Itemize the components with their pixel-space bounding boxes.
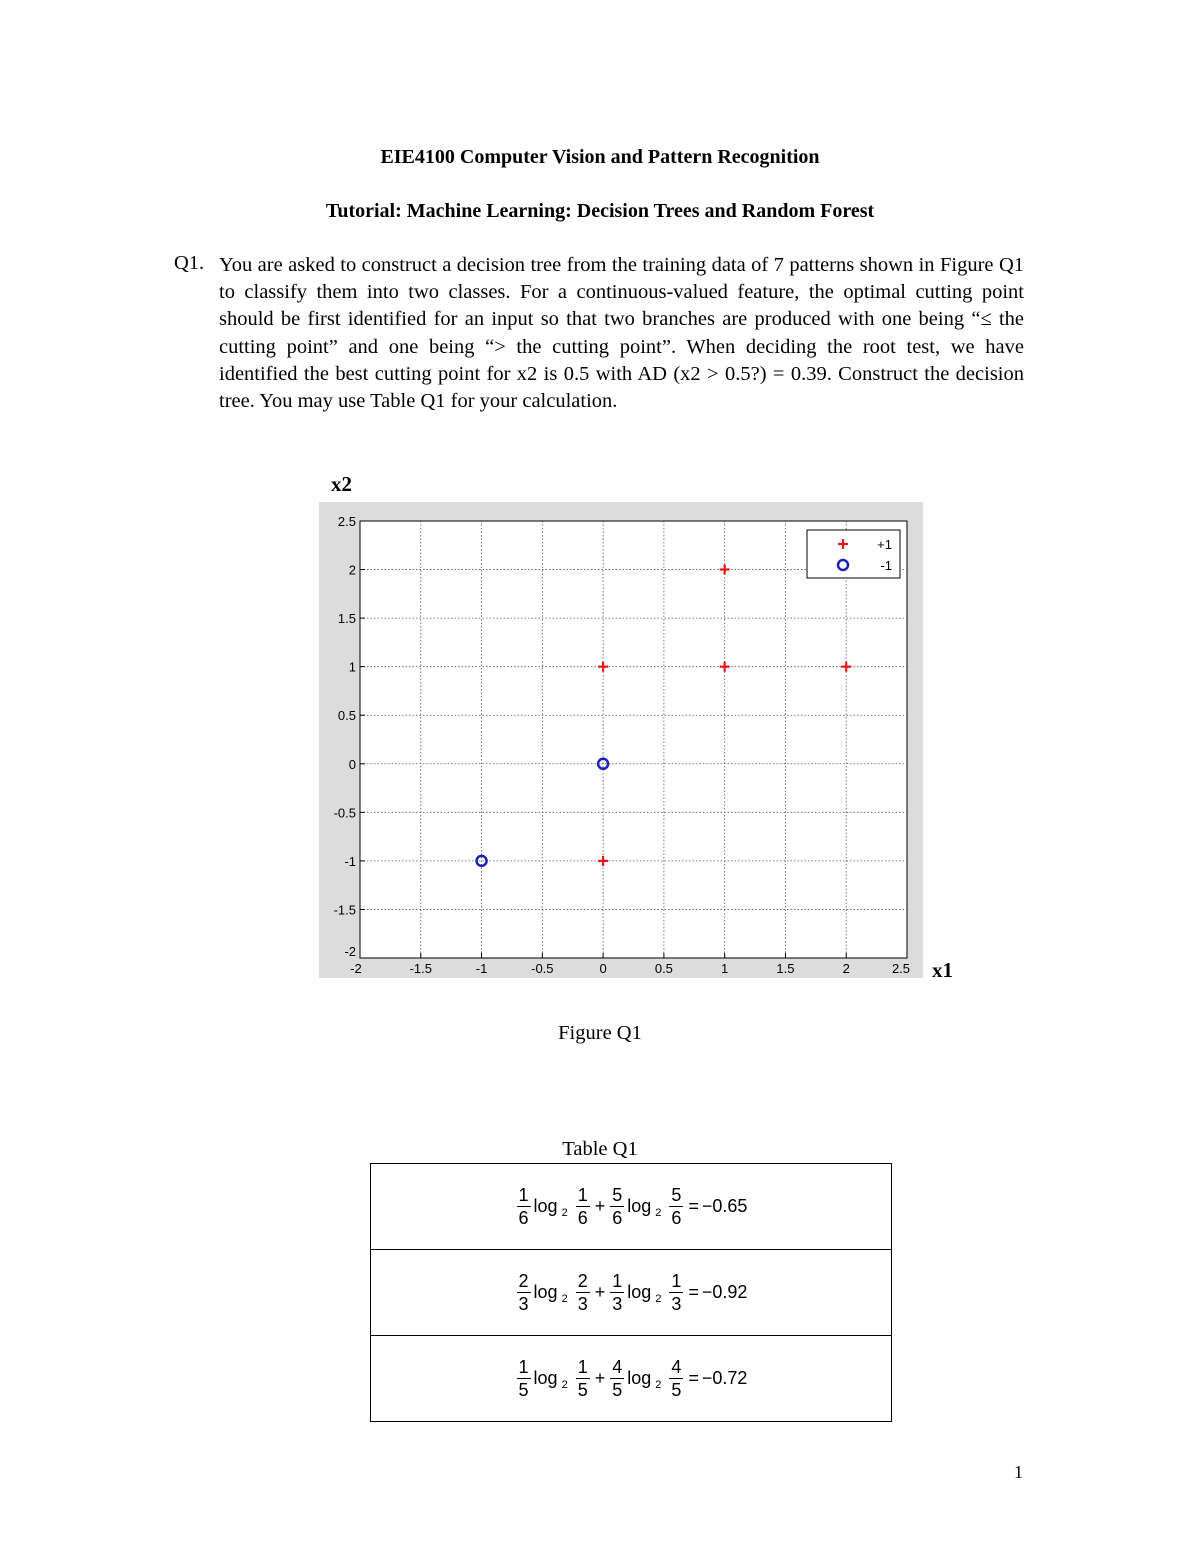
x-tick-label: 2.5 (891, 961, 911, 976)
table-cell (371, 1336, 892, 1422)
y-axis-name: x2 (331, 472, 352, 496)
log-label: log (533, 1196, 558, 1216)
fraction (517, 1356, 531, 1401)
y-tick-label: 1.5 (337, 611, 356, 627)
denominator: 3 (671, 1294, 682, 1314)
entropy-equation (515, 1184, 748, 1229)
log-label: log (533, 1282, 558, 1302)
denominator: 3 (612, 1294, 623, 1314)
log-base: 2 (655, 1378, 662, 1391)
legend (807, 530, 900, 578)
denominator: 6 (671, 1208, 682, 1228)
x-tick-label: 2 (842, 961, 850, 976)
y-tick-label: 1 (348, 659, 356, 675)
fraction (669, 1184, 683, 1229)
numerator: 1 (671, 1271, 682, 1291)
denominator: 5 (518, 1380, 529, 1400)
equals-sign: = (688, 1282, 699, 1302)
scatter-plot (319, 502, 923, 978)
table-title: Table Q1 (562, 1138, 638, 1160)
numerator: 2 (577, 1271, 588, 1291)
y-tick-label: -1.5 (333, 902, 356, 918)
log-label: log (627, 1196, 652, 1216)
fraction (610, 1356, 624, 1401)
log-label: log (533, 1368, 558, 1388)
x-tick-label: 1 (721, 961, 729, 976)
log-base: 2 (561, 1292, 568, 1305)
log-base: 2 (561, 1378, 568, 1391)
x-tick-label: -2 (350, 961, 362, 976)
numerator: 1 (518, 1357, 529, 1377)
question-number: Q1. (174, 252, 205, 274)
equation-result: −0.72 (701, 1368, 748, 1388)
fraction (576, 1270, 590, 1315)
legend-label: -1 (880, 558, 892, 573)
denominator: 3 (518, 1294, 529, 1314)
numerator: 1 (577, 1357, 588, 1377)
entropy-equation (515, 1270, 748, 1315)
table-cell (371, 1164, 892, 1250)
denominator: 6 (577, 1208, 588, 1228)
x-tick-label: 0.5 (654, 961, 673, 976)
plus-sign: + (594, 1368, 606, 1388)
equation-result: −0.65 (701, 1196, 748, 1216)
fraction (669, 1356, 683, 1401)
fraction (517, 1270, 531, 1315)
y-tick-label: -1 (344, 853, 356, 869)
numerator: 4 (671, 1357, 682, 1377)
x-tick-label: 1.5 (776, 961, 795, 976)
legend-label: +1 (877, 537, 892, 552)
log-base: 2 (561, 1206, 568, 1219)
denominator: 5 (612, 1380, 623, 1400)
numerator: 5 (612, 1185, 623, 1205)
fraction (610, 1184, 624, 1229)
numerator: 5 (671, 1185, 682, 1205)
x-axis-name: x1 (932, 958, 953, 982)
figure-caption: Figure Q1 (558, 1022, 642, 1044)
log-base: 2 (655, 1206, 662, 1219)
fraction (576, 1356, 590, 1401)
denominator: 6 (518, 1208, 529, 1228)
table-row (371, 1336, 892, 1422)
entropy-equation (515, 1356, 748, 1401)
plus-sign: + (594, 1282, 606, 1302)
denominator: 5 (577, 1380, 588, 1400)
y-tick-label: -0.5 (333, 805, 356, 821)
x-tick-label: 0 (599, 961, 607, 976)
x-tick-label: -1.5 (409, 961, 432, 976)
page-number: 1 (1014, 1462, 1023, 1482)
question-text: You are asked to construct a decision tree from the training data of 7 patterns shown in Figure Q1 to classify them into two classes. For a continuous-valued feature, the optimal cutting point should be first identified for an input so that two branches are produced with one being “≤ the cutting point” and one being “> the cutting point”. When deciding the root test, we have identified the best cutting point for x2 is 0.5 with AD (x2 > 0.5?) = 0.39. Construct the decision tree. You may use Table Q1 for your calculation. (219, 254, 1024, 413)
x-tick-label: -1 (475, 961, 488, 976)
y-tick-label: 0.5 (337, 708, 356, 724)
denominator: 6 (612, 1208, 623, 1228)
tutorial-title: Tutorial: Machine Learning: Decision Trees and Random Forest (325, 200, 875, 222)
numerator: 2 (518, 1271, 529, 1291)
equation-result: −0.92 (701, 1282, 748, 1302)
log-label: log (627, 1368, 652, 1388)
course-title: EIE4100 Computer Vision and Pattern Recognition (380, 146, 820, 168)
equals-sign: = (688, 1196, 699, 1216)
numerator: 1 (518, 1185, 529, 1205)
log-label: log (627, 1282, 652, 1302)
table-cell (371, 1250, 892, 1336)
y-tick-label: 2 (348, 562, 356, 578)
numerator: 1 (612, 1271, 623, 1291)
fraction (517, 1184, 531, 1229)
x-tick-label: -0.5 (531, 961, 554, 976)
plot-area (360, 521, 907, 958)
y-tick-label: 2.5 (337, 514, 356, 529)
y-tick-label: 0 (348, 756, 356, 772)
denominator: 5 (671, 1380, 682, 1400)
plus-sign: + (594, 1196, 606, 1216)
fraction (610, 1270, 624, 1315)
log-base: 2 (655, 1292, 662, 1305)
denominator: 3 (577, 1294, 588, 1314)
table-row (371, 1250, 892, 1336)
fraction (669, 1270, 683, 1315)
table-row (371, 1164, 892, 1250)
numerator: 1 (577, 1185, 588, 1205)
fraction (576, 1184, 590, 1229)
equals-sign: = (688, 1368, 699, 1388)
y-tick-label: -2 (344, 944, 356, 959)
numerator: 4 (612, 1357, 623, 1377)
table-q1 (370, 1163, 892, 1422)
